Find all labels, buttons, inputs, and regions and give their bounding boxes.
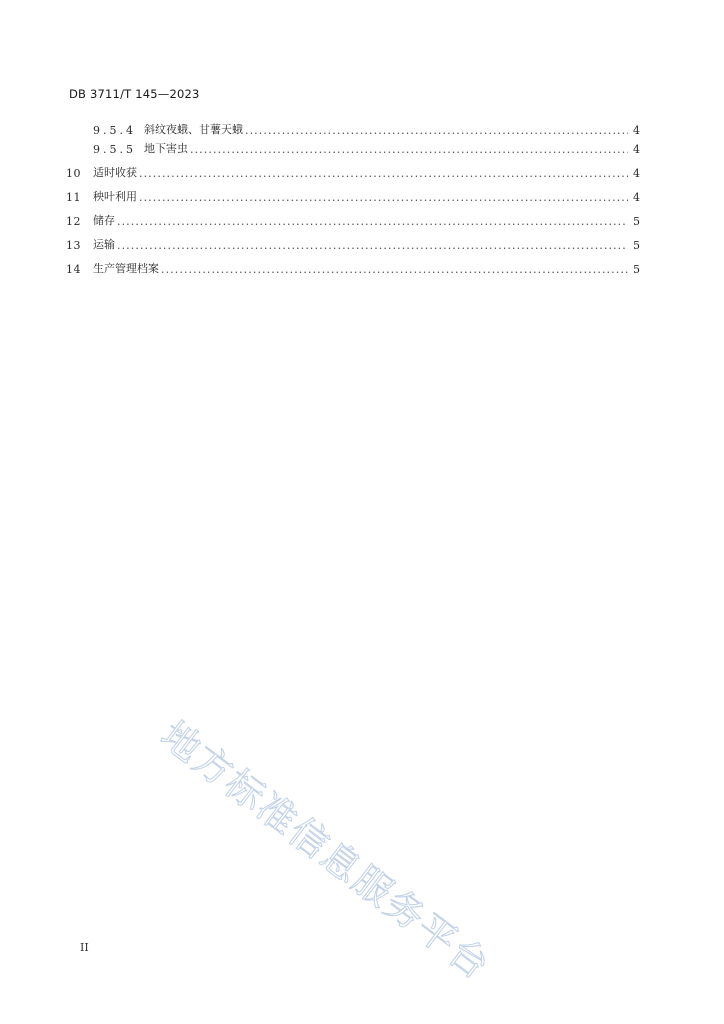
footer-page-number: II [80, 941, 89, 954]
toc-entry-number: 14 [66, 263, 81, 276]
toc-entry-number: 11 [66, 191, 81, 204]
toc-entry[interactable] [66, 180, 640, 204]
toc-entry-number: 9.5.4 [93, 124, 136, 137]
toc-entry-page: 5 [633, 239, 640, 252]
document-code: DB 3711/T 145—2023 [69, 87, 200, 101]
toc-entry-page: 4 [633, 191, 640, 204]
toc-entry[interactable] [66, 118, 640, 137]
watermark: 地方标准信息服务平台 [152, 712, 499, 989]
toc-entry-page: 5 [633, 215, 640, 228]
toc-dot-leader [117, 215, 628, 228]
toc-entry-title: 地下害虫 [144, 142, 188, 155]
toc-entry-title: 生产管理档案 [93, 262, 159, 275]
toc-entry-title: 适时收获 [93, 166, 137, 179]
toc-entry-title: 斜纹夜蛾、甘薯天蛾 [144, 123, 243, 136]
toc-entry-title: 储存 [93, 214, 115, 227]
toc-entry[interactable] [66, 204, 640, 228]
toc-entry[interactable] [66, 252, 640, 276]
table-of-contents [66, 118, 640, 276]
toc-entry-number: 13 [66, 239, 81, 252]
toc-entry-title: 运输 [93, 238, 115, 251]
toc-dot-leader [139, 167, 628, 180]
toc-entry-number: 12 [66, 215, 81, 228]
toc-entry-page: 4 [633, 167, 640, 180]
toc-entry-page: 4 [633, 143, 640, 156]
toc-entry[interactable] [66, 228, 640, 252]
toc-entry-page: 5 [633, 263, 640, 276]
toc-entry-title: 秧叶利用 [93, 190, 137, 203]
toc-entry-number: 9.5.5 [93, 143, 136, 156]
toc-entry[interactable] [66, 156, 640, 180]
toc-entry-page: 4 [633, 124, 640, 137]
toc-dot-leader [117, 239, 628, 252]
toc-dot-leader [139, 191, 628, 204]
toc-entry[interactable] [66, 137, 640, 156]
toc-entry-number: 10 [66, 167, 81, 180]
toc-dot-leader [161, 263, 628, 276]
toc-dot-leader [245, 124, 628, 137]
toc-dot-leader [190, 143, 628, 156]
